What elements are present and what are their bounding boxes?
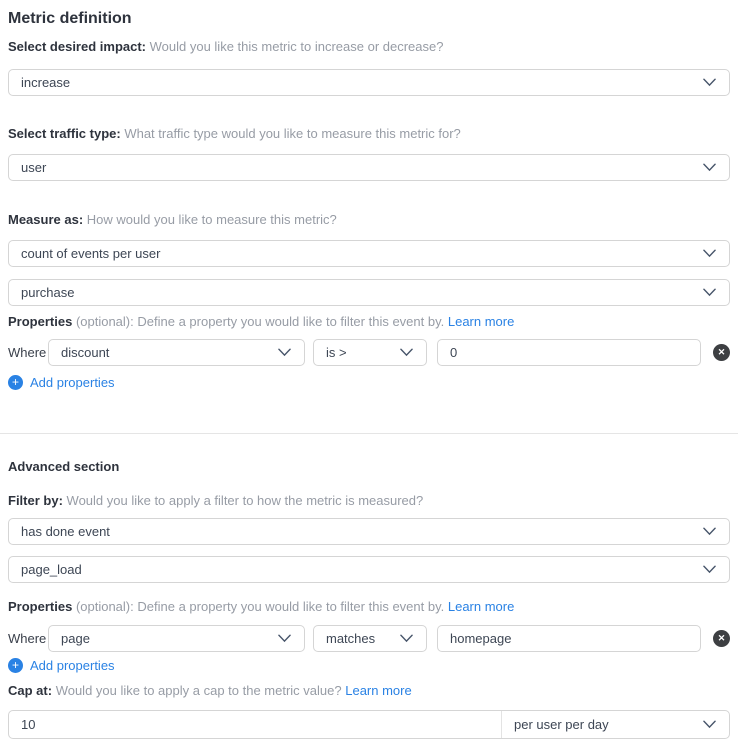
measure-aggregation-select[interactable] <box>8 240 730 267</box>
chevron-down-icon <box>703 78 716 87</box>
event-properties-label-row <box>8 315 730 329</box>
event-property-select[interactable] <box>48 339 305 366</box>
event-add-properties-wrap <box>8 373 730 391</box>
cap-value-input[interactable] <box>9 711 501 738</box>
measure-label-row <box>8 213 730 227</box>
event-add-properties-button[interactable] <box>8 375 115 390</box>
chevron-down-icon <box>703 288 716 297</box>
event-properties-optional: (optional): <box>75 314 134 329</box>
event-property-filter-row <box>8 339 730 366</box>
event-operator-select[interactable] <box>313 339 427 366</box>
remove-property-icon[interactable]: ✕ <box>713 630 730 647</box>
filter-property-value: page <box>61 631 90 646</box>
plus-circle-icon: + <box>8 375 23 390</box>
section-divider <box>0 433 738 434</box>
page-title: Metric definition <box>8 10 132 27</box>
chevron-down-icon <box>703 249 716 258</box>
event-add-properties-label: Add properties <box>30 374 115 390</box>
impact-hint: Would you like this metric to increase or decrease? <box>149 39 444 54</box>
filter-type-select[interactable] <box>8 518 730 545</box>
filter-add-properties-label: Add properties <box>30 657 115 673</box>
chevron-down-icon <box>703 565 716 574</box>
cap-unit-value: per user per day <box>514 717 609 732</box>
impact-label: Select desired impact: <box>8 39 146 54</box>
filter-by-hint: Would you like to apply a filter to how the metric is measured? <box>66 493 424 508</box>
event-property-value-input[interactable] <box>437 339 701 366</box>
filter-property-value-field-wrap <box>437 625 701 652</box>
filter-properties-hint: Define a property you would like to filter this event by. <box>137 599 445 614</box>
filter-add-properties-button[interactable] <box>8 658 115 673</box>
filter-type-value: has done event <box>21 524 110 539</box>
event-property-value-field-wrap <box>437 339 701 366</box>
filter-property-select[interactable] <box>48 625 305 652</box>
filter-by-label: Filter by: <box>8 493 63 508</box>
event-properties-learn-more-link[interactable]: Learn more <box>447 314 515 329</box>
filter-event-select[interactable] <box>8 556 730 583</box>
filter-property-filter-row <box>8 625 730 652</box>
measure-event-value: purchase <box>21 285 75 300</box>
cap-learn-more-link[interactable]: Learn more <box>345 683 412 698</box>
traffic-select[interactable] <box>8 154 730 181</box>
traffic-label-row <box>8 127 730 141</box>
chevron-down-icon <box>278 634 291 643</box>
event-properties-hint: Define a property you would like to filter this event by. <box>137 314 445 329</box>
cap-label: Cap at: <box>8 683 53 698</box>
filter-properties-label: Properties <box>8 599 73 614</box>
advanced-section-heading: Advanced section <box>8 459 120 474</box>
chevron-down-icon <box>400 348 413 357</box>
filter-property-value-input[interactable] <box>437 625 701 652</box>
event-property-value: discount <box>61 345 110 360</box>
impact-select[interactable] <box>8 69 730 96</box>
cap-value-row <box>8 710 730 739</box>
event-operator-value: is > <box>326 345 347 360</box>
chevron-down-icon <box>400 634 413 643</box>
cap-unit-select[interactable] <box>501 711 729 738</box>
measure-hint: How would you like to measure this metric? <box>86 212 337 227</box>
cap-hint: Would you like to apply a cap to the metric value? <box>55 683 342 698</box>
traffic-hint: What traffic type would you like to measure this metric for? <box>124 126 461 141</box>
plus-circle-icon: + <box>8 658 23 673</box>
traffic-label: Select traffic type: <box>8 126 121 141</box>
filter-operator-value: matches <box>326 631 376 646</box>
chevron-down-icon <box>703 720 716 729</box>
remove-property-icon[interactable]: ✕ <box>713 344 730 361</box>
chevron-down-icon <box>703 163 716 172</box>
cap-label-row <box>8 684 730 698</box>
filter-by-label-row <box>8 494 730 508</box>
filter-add-properties-wrap <box>8 656 730 674</box>
where-label: Where <box>8 345 47 360</box>
measure-aggregation-value: count of events per user <box>21 246 161 261</box>
chevron-down-icon <box>703 527 716 536</box>
traffic-select-value: user <box>21 160 47 175</box>
chevron-down-icon <box>278 348 291 357</box>
measure-event-select[interactable] <box>8 279 730 306</box>
event-properties-label: Properties <box>8 314 73 329</box>
filter-properties-label-row <box>8 600 730 614</box>
impact-label-row <box>8 40 730 54</box>
filter-event-value: page_load <box>21 562 82 577</box>
filter-properties-learn-more-link[interactable]: Learn more <box>447 599 515 614</box>
impact-select-value: increase <box>21 75 71 90</box>
measure-label: Measure as: <box>8 212 84 227</box>
where-label: Where <box>8 631 47 646</box>
filter-properties-optional: (optional): <box>75 599 134 614</box>
filter-operator-select[interactable] <box>313 625 427 652</box>
